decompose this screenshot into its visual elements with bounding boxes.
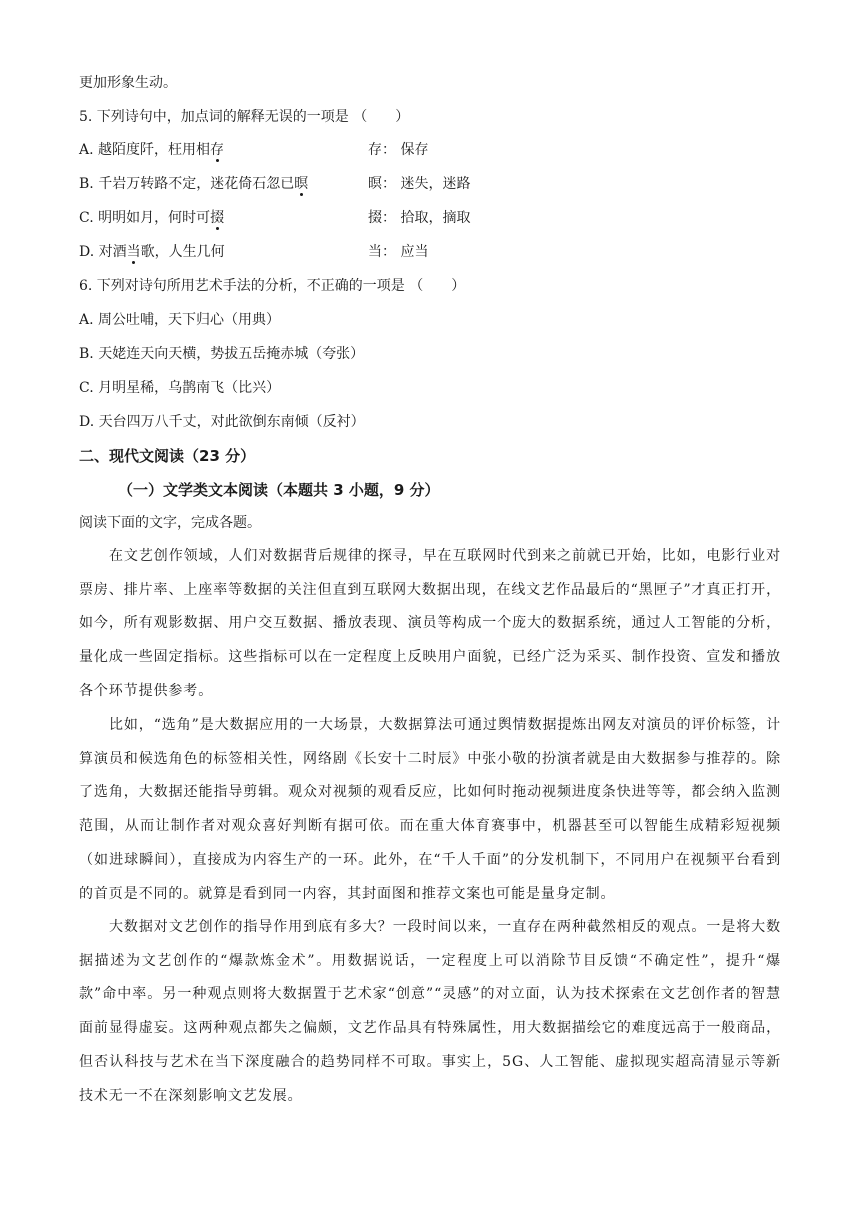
- reading-instruction: 阅读下面的文字，完成各题。: [79, 515, 261, 531]
- q5-option-b: B. 千岩万转路不定，迷花倚石忽已暝: [79, 176, 309, 192]
- passage-paragraph-3: 大数据对文艺创作的指导作用到底有多大？一段时间以来，一直存在两种截然相反的观点。一是将大数据描述为文艺创作的“爆款炼金术”。用数据说话，一定程度上可以消除节目反馈“不确定性”，提升“爆款”命中率。另一种观点则将大数据置于艺术家“创意”“灵感”的对立面，认为技术探索在文艺创作者的智慧面前显得虚妄。这两种观点都失之偏颇，文艺作品具有特殊属性，用大数据描绘它的难度远高于一般商品，但否认科技与艺术在当下深度融合的趋势同样不可取。事实上，5G、人工智能、虚拟现实超高清显示等新技术无一不在深刻影响文艺发展。: [79, 919, 781, 1104]
- q5-gloss-c: 掇： 拾取，摘取: [368, 210, 471, 226]
- q5-stem: 5. 下列诗句中，加点词的解释无误的一项是 （ ）: [79, 109, 410, 125]
- q6-option-a: A. 周公吐哺，天下归心（用典）: [79, 312, 281, 328]
- emphasis-dot-char: 掇: [210, 210, 225, 226]
- q5-option-c: C. 明明如月，何时可掇: [79, 210, 225, 226]
- q6-option-c: C. 月明星稀，乌鹊南飞（比兴）: [79, 380, 281, 396]
- intro-tail: 更加形象生动。: [79, 75, 177, 91]
- q5-gloss-a: 存： 保存: [368, 142, 429, 158]
- passage-paragraph-2: 比如，“选角”是大数据应用的一大场景，大数据算法可通过舆情数据提炼出网友对演员的评价标签，计算演员和候选角色的标签相关性，网络剧《长安十二时辰》中张小敬的扮演者就是由大数据参与推荐的。除了选角，大数据还能指导剪辑。观众对视频的观看反应，比如何时拖动视频进度条快进等等，都会纳入监测范围，从而让制作者对观众喜好判断有据可依。而在重大体育赛事中，机器甚至可以智能生成精彩短视频（如进球瞬间），直接成为内容生产的一环。此外，在“千人千面”的分发机制下，不同用户在视频平台看到的首页是不同的。就算是看到同一内容，其封面图和推荐文案也可能是量身定制。: [79, 717, 781, 902]
- q6-option-b: B. 天姥连天向天横，势拔五岳掩赤城（夸张）: [79, 346, 365, 362]
- q5-gloss-b: 暝： 迷失，迷路: [368, 176, 471, 192]
- q5-option-a: A. 越陌度阡，枉用相存: [79, 142, 225, 158]
- q5-option-d: D. 对酒当歌，人生几何: [79, 244, 225, 260]
- passage-paragraph-1: 在文艺创作领域，人们对数据背后规律的探寻，早在互联网时代到来之前就已开始，比如，电影行业对票房、排片率、上座率等数据的关注但直到互联网大数据出现，在线文艺作品最后的“黑匣子”才真正打开，如今，所有观影数据、用户交互数据、播放表现、演员等构成一个庞大的数据系统，通过人工智能的分析，量化成一些固定指标。这些指标可以在一定程度上反映用户面貌，已经广泛为采买、制作投资、宣发和播放各个环节提供参考。: [79, 548, 781, 699]
- q5-gloss-d: 当： 应当: [368, 244, 429, 260]
- section-heading: 二、现代文阅读（23 分）: [79, 447, 256, 465]
- q6-option-d: D. 天台四万八千丈，对此欲倒东南倾（反衬）: [79, 414, 365, 430]
- q6-stem: 6. 下列对诗句所用艺术手法的分析，不正确的一项是 （ ）: [79, 278, 466, 294]
- emphasis-dot-char: 当: [126, 244, 141, 260]
- subsection-heading: （一）文学类文本阅读（本题共 3 小题，9 分）: [118, 481, 440, 499]
- emphasis-dot-char: 存: [210, 142, 225, 158]
- emphasis-dot-char: 暝: [294, 176, 309, 192]
